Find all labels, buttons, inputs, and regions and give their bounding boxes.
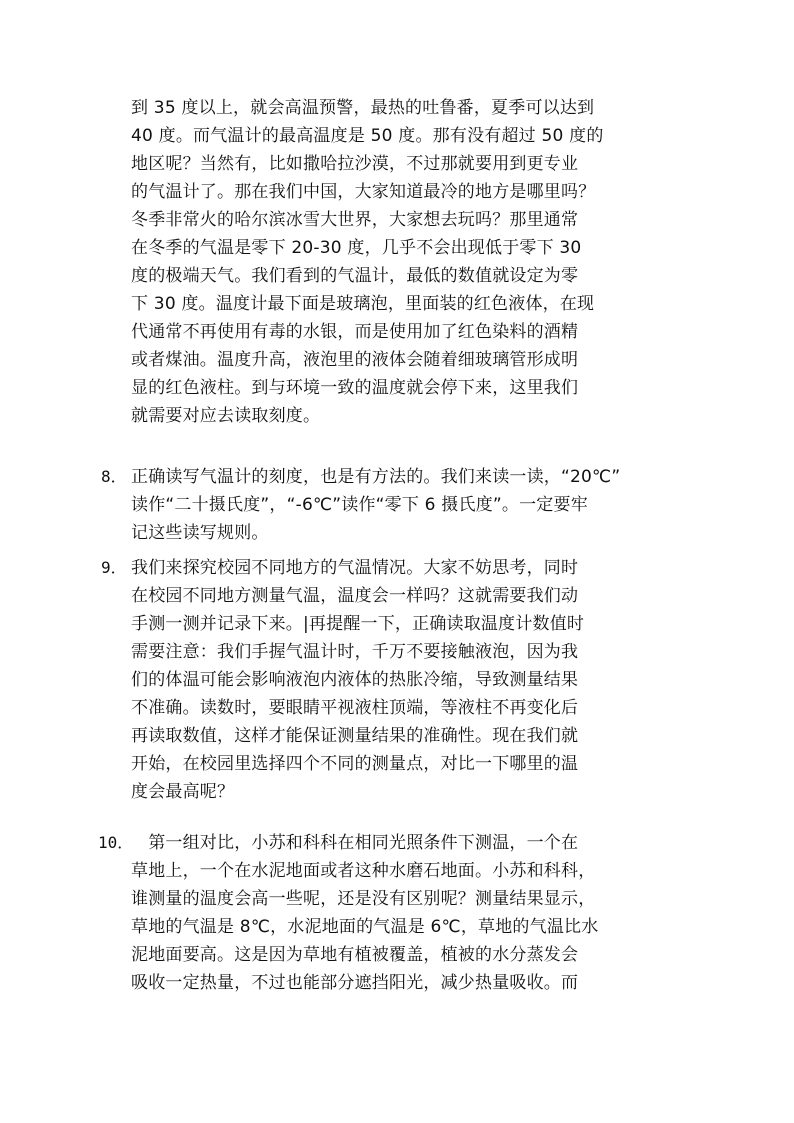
list-item-10 xyxy=(98,829,631,997)
intro-paragraph xyxy=(131,94,631,430)
text-line: 需要注意：我们手握气温计时，千万不要接触液泡，因为我 xyxy=(131,642,579,662)
text-line: 代通常不再使用有毒的水银，而是使用加了红色染料的酒精 xyxy=(131,322,579,342)
text-line: 冬季非常火的哈尔滨冰雪大世界，大家想去玩吗？那里通常 xyxy=(131,210,579,230)
text-line: 泥地面要高。这是因为草地有植被覆盖，植被的水分蒸发会 xyxy=(131,945,579,965)
text-line: 们的体温可能会影响液泡内液体的热胀冷缩，导致测量结果 xyxy=(131,670,579,690)
text-line: 或者煤油。温度升高，液泡里的液体会随着细玻璃管形成明 xyxy=(131,350,579,370)
text-line: 的气温计了。那在我们中国，大家知道最冷的地方是哪里吗？ xyxy=(131,182,596,202)
list-item-9 xyxy=(101,554,631,806)
text-line: 度会最高呢？ xyxy=(131,782,235,802)
text-line: 在冬季的气温是零下 20-30 度，几乎不会出现低于零下 30 xyxy=(131,238,582,258)
text-line: 谁测量的温度会高一些呢，还是没有区别呢？测量结果显示， xyxy=(131,889,596,909)
list-number: 8． xyxy=(101,467,127,486)
text-line: 下 30 度。温度计最下面是玻璃泡，里面装的红色液体，在现 xyxy=(131,294,595,314)
text-line: 读作“二十摄氏度”，“-6℃”读作“零下 6 摄氏度”。一定要牢 xyxy=(131,495,588,515)
text-line: 再读取数值，这样才能保证测量结果的准确性。现在我们就 xyxy=(131,726,579,746)
text-line: 40 度。而气温计的最高温度是 50 度。那有没有超过 50 度的 xyxy=(131,126,604,146)
text-line: 草地上，一个在水泥地面或者这种水磨石地面。小苏和科科， xyxy=(131,861,596,881)
list-number: 9． xyxy=(101,558,127,577)
text-line: 地区呢？当然有，比如撒哈拉沙漠，不过那就要用到更专业 xyxy=(131,154,579,174)
text-line: 就需要对应去读取刻度。 xyxy=(131,406,321,426)
text-line: 开始，在校园里选择四个不同的测量点，对比一下哪里的温 xyxy=(131,754,579,774)
text-line: 草地的气温是 8℃，水泥地面的气温是 6℃，草地的气温比水 xyxy=(131,917,599,937)
text-line: 不准确。读数时，要眼睛平视液柱顶端，等液柱不再变化后 xyxy=(131,698,579,718)
text-line: 到 35 度以上，就会高温预警，最热的吐鲁番，夏季可以达到 xyxy=(131,98,595,118)
list-item-8 xyxy=(101,463,631,547)
text-line: 正确读写气温计的刻度，也是有方法的。我们来读一读，“20℃” xyxy=(131,467,621,487)
list-number: 10． xyxy=(98,833,134,852)
text-line: 在校园不同地方测量气温，温度会一样吗？这就需要我们动 xyxy=(131,586,579,606)
text-line: 记这些读写规则。 xyxy=(131,523,269,543)
text-line: 显的红色液柱。到与环境一致的温度就会停下来，这里我们 xyxy=(131,378,579,398)
text-line: 吸收一定热量，不过也能部分遮挡阳光，减少热量吸收。而 xyxy=(131,973,579,993)
text-line: 度的极端天气。我们看到的气温计，最低的数值就设定为零 xyxy=(131,266,579,286)
text-line: 手测一测并记录下来。|再提醒一下，正确读取温度计数值时 xyxy=(131,614,585,634)
text-line: 第一组对比，小苏和科科在相同光照条件下测温，一个在 xyxy=(131,833,579,853)
text-line: 我们来探究校园不同地方的气温情况。大家不妨思考，同时 xyxy=(131,558,579,578)
